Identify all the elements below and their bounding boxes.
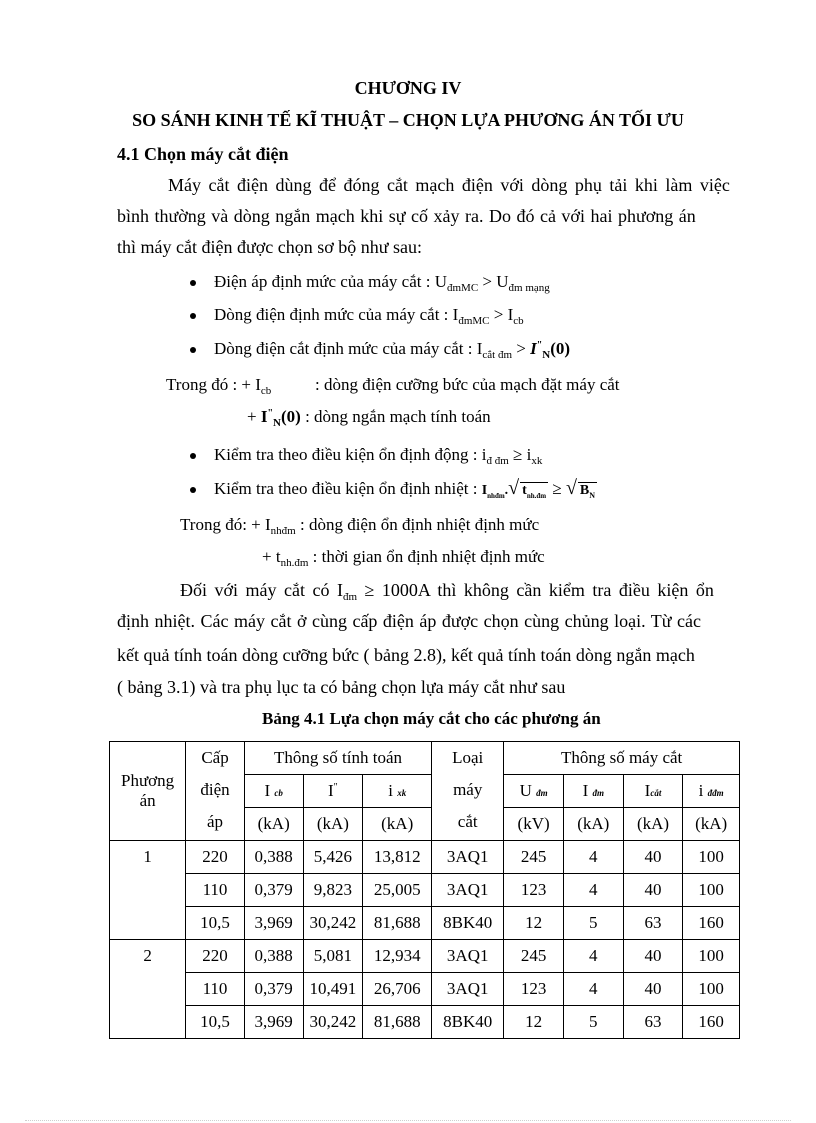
para2-line-4: ( bảng 3.1) và tra phụ lục ta có bảng chọn lựa máy cắt như sau	[117, 677, 566, 697]
table-cell: 30,242	[303, 907, 363, 940]
table-cell: 3AQ1	[432, 973, 504, 1006]
table-cell: 100	[683, 973, 740, 1006]
where-block-2-line-1: Trong đó: + $I_{nhđm}$ : dòng điện ổn định nhiệt định mức	[180, 515, 540, 537]
subheader-symbol: I"	[303, 775, 363, 808]
subheader-unit: (kA)	[563, 808, 623, 841]
chapter-title: SO SÁNH KINH TẾ KĨ THUẬT – CHỌN LỰA PHƯƠNG ÁN TỐI ƯU	[132, 110, 684, 130]
phuong-an-cell: 1	[110, 841, 186, 940]
subheader-symbol: i đđm	[683, 775, 740, 808]
subheader-symbol: Icắt	[623, 775, 683, 808]
bullet-dynamic-stability: Kiểm tra theo điều kiện ổn định động : $i_{đ đm} \ge i_{xk}$	[214, 445, 543, 467]
table-cell: 160	[683, 907, 740, 940]
table-cell: 8BK40	[432, 907, 504, 940]
table-cell: 160	[683, 1006, 740, 1039]
subheader-symbol: i xk	[363, 775, 432, 808]
where-block-2-line-2: + $t_{nh.đm}$ : thời gian ổn định nhiệt định mức	[262, 547, 545, 569]
table-cell: 5,081	[303, 940, 363, 973]
table-cell: 4	[563, 973, 623, 1006]
table-cell: 220	[186, 940, 245, 973]
table-cell: 26,706	[363, 973, 432, 1006]
table-cell: 63	[623, 907, 683, 940]
table-cell: 10,5	[186, 907, 245, 940]
where-block-1-desc: : dòng điện cưỡng bức của mạch đặt máy cắt	[315, 375, 620, 394]
table-cell: 5	[563, 907, 623, 940]
table-cell: 10,491	[303, 973, 363, 1006]
table-cell: 245	[504, 940, 564, 973]
table-cell: 110	[186, 874, 245, 907]
table-cell: 3,969	[244, 1006, 303, 1039]
table-cell: 12	[504, 1006, 564, 1039]
table-cell: 25,005	[363, 874, 432, 907]
table-cell: 8BK40	[432, 1006, 504, 1039]
table-cell: 3AQ1	[432, 874, 504, 907]
table-cell: 100	[683, 940, 740, 973]
subheader-unit: (kA)	[363, 808, 432, 841]
table-cell: 9,823	[303, 874, 363, 907]
table-cell: 100	[683, 874, 740, 907]
subheader-symbol: U đm	[504, 775, 564, 808]
bullet-icon	[190, 453, 196, 459]
subheader-unit: (kA)	[303, 808, 363, 841]
table-cell: 110	[186, 973, 245, 1006]
table-cell: 40	[623, 973, 683, 1006]
header-phuong-an: Phương án	[110, 742, 186, 841]
table-caption: Bảng 4.1 Lựa chọn máy cắt cho các phương án	[262, 709, 601, 728]
bullet-icon	[190, 347, 196, 353]
chapter-heading: CHƯƠNG IV	[354, 78, 462, 98]
intro-line-2: bình thường và dòng ngắn mạch khi sự cố xảy ra. Do đó cả với hai phương án	[117, 206, 696, 226]
subheader-unit: (kA)	[623, 808, 683, 841]
bullet-thermal-stability: Kiểm tra theo điều kiện ổn định nhiệt : $I_{nhđm}.√$ $t_{nh.đm}$ ≥ √ $B_N$	[214, 477, 596, 500]
table-row	[110, 1006, 740, 1039]
table-cell: 13,812	[363, 841, 432, 874]
table-cell: 123	[504, 874, 564, 907]
table-cell: 12	[504, 907, 564, 940]
table-cell: 5	[563, 1006, 623, 1039]
table-cell: 81,688	[363, 1006, 432, 1039]
table-cell: 123	[504, 973, 564, 1006]
para2-line-2: định nhiệt. Các máy cắt ở cùng cấp điện áp được chọn cùng chủng loại. Từ các	[117, 611, 702, 631]
subheader-unit: (kV)	[504, 808, 564, 841]
header-thong-so-tinh-toan: Thông số tính toán	[244, 742, 431, 775]
table-cell: 4	[563, 874, 623, 907]
table-cell: 12,934	[363, 940, 432, 973]
header-cap-dien-ap: Cấp điện áp	[186, 742, 245, 841]
subheader-unit: (kA)	[244, 808, 303, 841]
table-cell: 0,379	[244, 874, 303, 907]
where-block-1-line-1: Trong đó : + $I_{cb}$	[166, 375, 272, 397]
table-row	[110, 874, 740, 907]
bullet-breaking-current: Dòng điện cắt định mức của máy cắt : $I_{cắt đm} > I^"_N(0)$	[214, 339, 571, 361]
table-row	[110, 841, 740, 874]
table-cell: 3AQ1	[432, 841, 504, 874]
subheader-unit: (kA)	[683, 808, 740, 841]
table-cell: 100	[683, 841, 740, 874]
table-cell: 10,5	[186, 1006, 245, 1039]
header-loai-may-cat: Loại máy cắt	[432, 742, 504, 841]
page-footer-rule	[25, 1120, 791, 1121]
header-thong-so-may-cat: Thông số máy cắt	[504, 742, 740, 775]
table-cell: 220	[186, 841, 245, 874]
para2-line-3: kết quả tính toán dòng cưỡng bức ( bảng 2.8), kết quả tính toán dòng ngắn mạch	[117, 645, 695, 665]
table-cell: 81,688	[363, 907, 432, 940]
table-cell: 0,388	[244, 841, 303, 874]
section-heading: 4.1 Chọn máy cắt điện	[117, 144, 289, 164]
table-cell: 4	[563, 841, 623, 874]
table-cell: 4	[563, 940, 623, 973]
bullet-icon	[190, 280, 196, 286]
table-cell: 30,242	[303, 1006, 363, 1039]
subheader-symbol: I đm	[563, 775, 623, 808]
intro-line-1: Máy cắt điện dùng để đóng cắt mạch điện với dòng phụ tải khi làm việc	[168, 175, 730, 195]
bullet-icon	[190, 487, 196, 493]
table-row	[110, 940, 740, 973]
table-cell: 40	[623, 841, 683, 874]
intro-line-3: thì máy cắt điện được chọn sơ bộ như sau:	[117, 237, 422, 257]
phuong-an-cell: 2	[110, 940, 186, 1039]
table-cell: 0,388	[244, 940, 303, 973]
table-cell: 40	[623, 874, 683, 907]
bullet-icon	[190, 313, 196, 319]
table-cell: 3,969	[244, 907, 303, 940]
para2-line-1: Đối với máy cắt có $I_{đm} \ge 1000A$ thì không cần kiểm tra điều kiện ổn	[180, 580, 714, 603]
breaker-selection-table	[109, 741, 740, 1039]
table-cell: 40	[623, 940, 683, 973]
bullet-current: Dòng điện định mức của máy cắt : $I_{đmMC} > I_{cb}$	[214, 305, 524, 327]
table-cell: 5,426	[303, 841, 363, 874]
subheader-symbol: I cb	[244, 775, 303, 808]
table-row	[110, 907, 740, 940]
table-row	[110, 973, 740, 1006]
table-cell: 63	[623, 1006, 683, 1039]
table-cell: 245	[504, 841, 564, 874]
table-cell: 3AQ1	[432, 940, 504, 973]
where-block-1-line-2: + $I^"_N(0)$ : dòng ngắn mạch tính toán	[247, 407, 491, 429]
table-cell: 0,379	[244, 973, 303, 1006]
bullet-voltage: Điện áp định mức của máy cắt : $U_{đmMC} > U_{đm mạng}$	[214, 272, 550, 294]
